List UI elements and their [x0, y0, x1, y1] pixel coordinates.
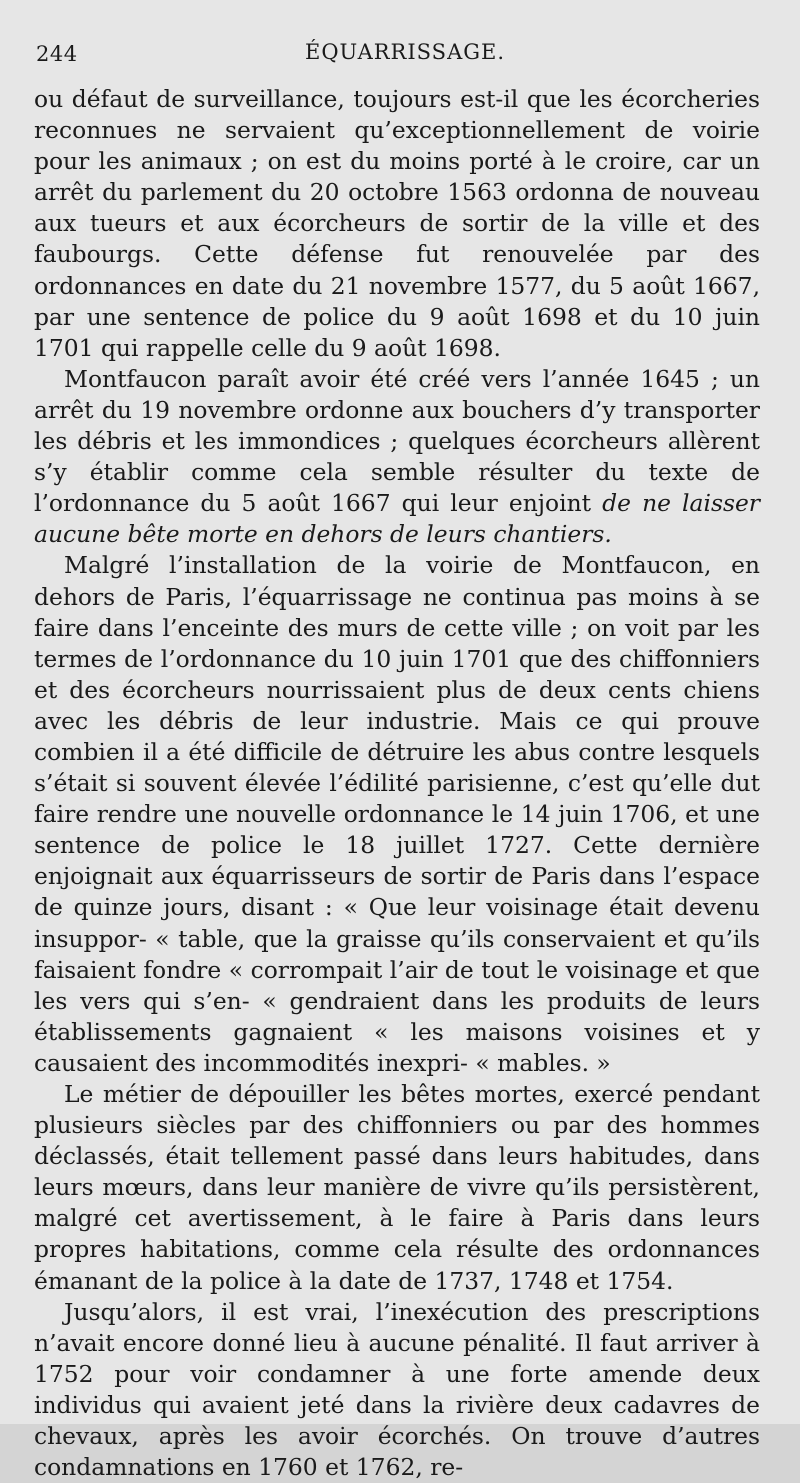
paragraph [34, 84, 760, 364]
paragraph [34, 364, 760, 551]
paragraph [34, 1297, 760, 1483]
paragraph-text: Le métier de dépouiller les bêtes mortes, exercé pendant plusieurs siècles par des chiffonniers ou par des hommes déclassés, était tellement passé dans leurs habitudes, dans leurs mœurs, dans leur manière de vivre qu’ils persistèrent, malgré cet avertissement, à le faire à Paris dans leurs propres habitations, comme cela résulte des ordonnances émanant de la police à la date de 1737, 1748 et 1754. [34, 1080, 760, 1295]
paragraph-italic-text: de ne laisser aucune bête morte en dehors de leurs chantiers. [34, 489, 760, 549]
page-number: 244 [36, 42, 78, 66]
paragraph-text: Montfaucon paraît avoir été créé vers l’année 1645 ; un arrêt du 19 novembre ordonne aux bouchers d’y transporter les débris et les immondices ; quelques écorcheurs allèrent s’y établir comme cela semble résulter du texte de l’ordonnance du 5 août 1667 qui leur enjoint [34, 364, 760, 518]
paragraph-text: Jusqu’alors, il est vrai, l’inexécution des prescriptions n’avait encore donné lieu à aucune pénalité. Il faut arriver à 1752 pour voir condamner à une forte amende deux individus qui avaient jeté dans la rivière deux cadavres de chevaux, après les avoir écorchés. On trouve d’autres condamnations en 1760 et 1762, re- [34, 1297, 760, 1482]
page-header [34, 34, 760, 78]
paragraph-text: Malgré l’installation de la voirie de Montfaucon, en dehors de Paris, l’équarrissage ne continua pas moins à se faire dans l’enceinte des murs de cette ville ; on voit par les termes de l’ordonnance du 10 juin 1701 que des chiffonniers et des écorcheurs nourrissaient plus de deux cents chiens avec les débris de leur industrie. Mais ce qui prouve combien il a été difficile de détruire les abus contre lesquels s’était si souvent élevée l’édilité parisienne, c’est qu’elle dut faire rendre une nouvelle ordonnance le 14 juin 1706, et une sentence de police le 18 juillet 1727. Cette dernière enjoignait aux équarrisseurs de sortir de Paris dans l’espace de quinze jours, disant : « Que leur voisinage était devenu insuppor- « table, que la graisse qu’ils conservaient et qu’ils faisaient fondre « corrompait l’air de tout le voisinage et que les vers qui s’en- « gendraient dans les produits de leurs établissements gagnaient « les maisons voisines et y causaient des incommodités inexpri- « mables. » [34, 551, 760, 1077]
body-text [34, 84, 760, 1483]
paragraph [34, 550, 760, 1079]
paragraph [34, 1079, 760, 1297]
running-title: ÉQUARRISSAGE. [304, 40, 506, 64]
paragraph-text: ou défaut de surveillance, toujours est-il que les écorcheries reconnues ne servaient qu’exceptionnellement de voirie pour les animaux ; on est du moins porté à le croire, car un arrêt du parlement du 20 octobre 1563 ordonna de nouveau aux tueurs et aux écorcheurs de sortir de la ville et des faubourgs. Cette défense fut renouvelée par des ordonnances en date du 21 novembre 1577, du 5 août 1667, par une sentence de police du 9 août 1698 et du 10 juin 1701 qui rappelle celle du 9 août 1698. [34, 85, 760, 362]
